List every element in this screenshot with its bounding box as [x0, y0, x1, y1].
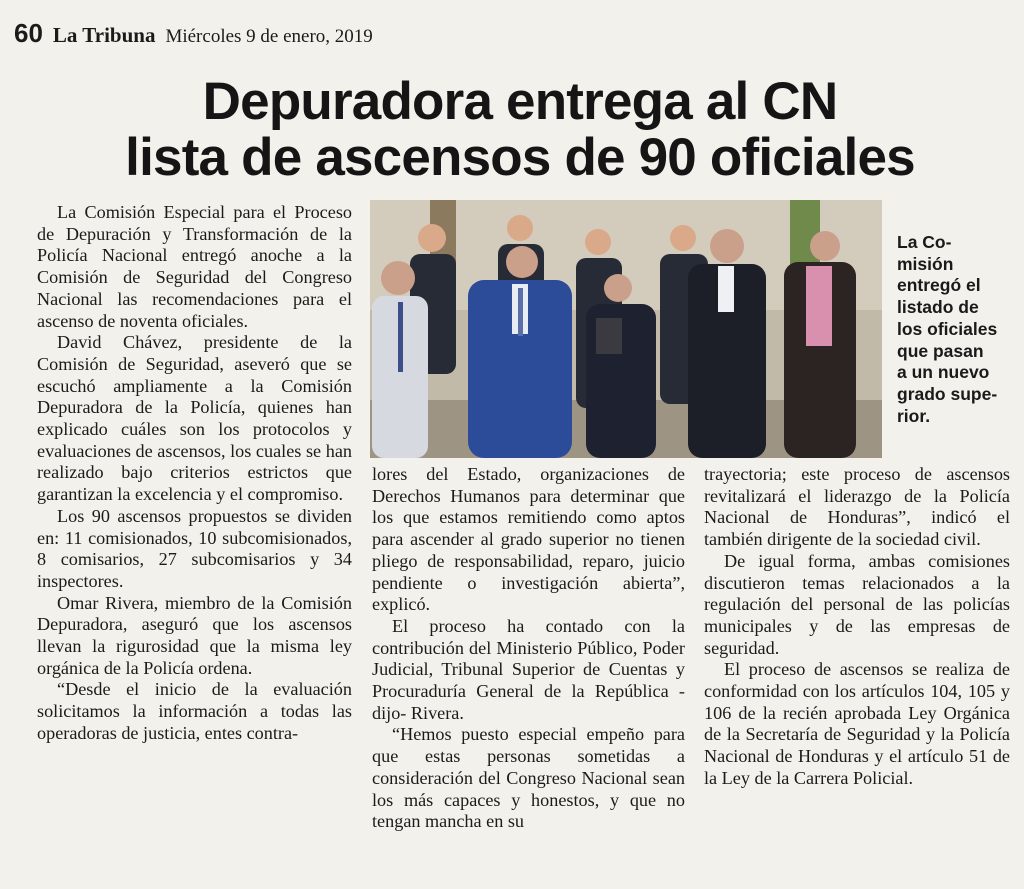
article-paragraph: “Hemos puesto especial empeño para que estas personas sometidas a consideración del Congreso Nacional sean los más capaces y honestos, y que no tengan mancha en su — [372, 724, 685, 832]
article-paragraph: trayectoria; este proceso de ascensos revitalizará el liderazgo de la Policía Nacional de Honduras”, indicó el también dirigente de la sociedad civil. — [704, 464, 1010, 550]
photo-caption — [897, 232, 1012, 427]
caption-line: entregó el — [897, 275, 981, 296]
caption-line: que pasan — [897, 340, 984, 361]
caption-line: rior. — [897, 405, 931, 426]
group-photo-illustration — [370, 200, 882, 458]
article-paragraph: El proceso ha contado con la contribución del Ministerio Público, Poder Judicial, Tribunal Superior de Cuentas y Procuraduría General de la República -dijo- Rivera. — [372, 615, 685, 723]
caption-line: los oficiales — [897, 318, 998, 339]
article-paragraph: La Comisión Especial para el Proceso de Depuración y Transformación de la Policía Nacional entregó anoche a la Comisión de Seguridad del Congreso Nacional las recomendaciones para el ascenso de noventa oficiales. — [37, 202, 352, 331]
article-column-3 — [704, 464, 1010, 790]
masthead — [14, 18, 373, 52]
article-paragraph: David Chávez, presidente de la Comisión de Seguridad, aseveró que se escuchó ampliamente a la Comisión Depuradora de la Policía, quienes han explicado cuáles son los protocolos y evaluaciones de ascensos, los cuales se han realizado bajo criterios estrictos que garantizan la excelencia y el compromiso. — [37, 332, 352, 505]
news-photo — [370, 200, 882, 458]
article-paragraph: lores del Estado, organizaciones de Derechos Humanos para determinar que los que estamos remitiendo como aptos para ascender al grado superior no tienen pliego de responsabilidad, reparo, juicio pendiente o investigación abierta”, explicó. — [372, 464, 685, 615]
article-column-1 — [37, 202, 352, 745]
article-paragraph: Los 90 ascensos propuestos se dividen en: 11 comisionados, 10 subcomisionados, 8 comisarios, 27 subcomisarios y 34 inspectores. — [37, 505, 352, 591]
headline-line-1: Depuradora entrega al CN — [202, 72, 838, 131]
caption-line: a un nuevo — [897, 362, 990, 383]
caption-line: grado supe- — [897, 383, 998, 404]
headline-line-2: lista de ascensos de 90 oficiales — [125, 128, 915, 187]
publication-date: Miércoles 9 de enero, 2019 — [165, 26, 373, 47]
page-number: 60 — [14, 18, 43, 48]
caption-line: misión — [897, 253, 954, 274]
caption-line: listado de — [897, 297, 979, 318]
article-paragraph: El proceso de ascensos se realiza de conformidad con los artículos 104, 105 y 106 de la recién aprobada Ley Orgánica de la Secretaría de Seguridad y la Policía Nacional de Honduras y el artículo 51 de la Ley de la Carrera Policial. — [704, 659, 1010, 788]
article-paragraph: Omar Rivera, miembro de la Comisión Depuradora, aseguró que los ascensos llevan la rigurosidad que la misma ley orgánica de la Policía ordena. — [37, 592, 352, 678]
publication-name: La Tribuna — [52, 23, 156, 47]
caption-line: La Co- — [897, 232, 952, 252]
headline — [30, 74, 1010, 186]
article-paragraph: De igual forma, ambas comisiones discutieron temas relacionados a la regulación del personal de las policías municipales y de las empresas de seguridad. — [704, 550, 1010, 658]
article-column-2 — [372, 464, 685, 833]
article-paragraph: “Desde el inicio de la evaluación solicitamos la información a todas las operadoras de justicia, entes contra- — [37, 679, 352, 743]
